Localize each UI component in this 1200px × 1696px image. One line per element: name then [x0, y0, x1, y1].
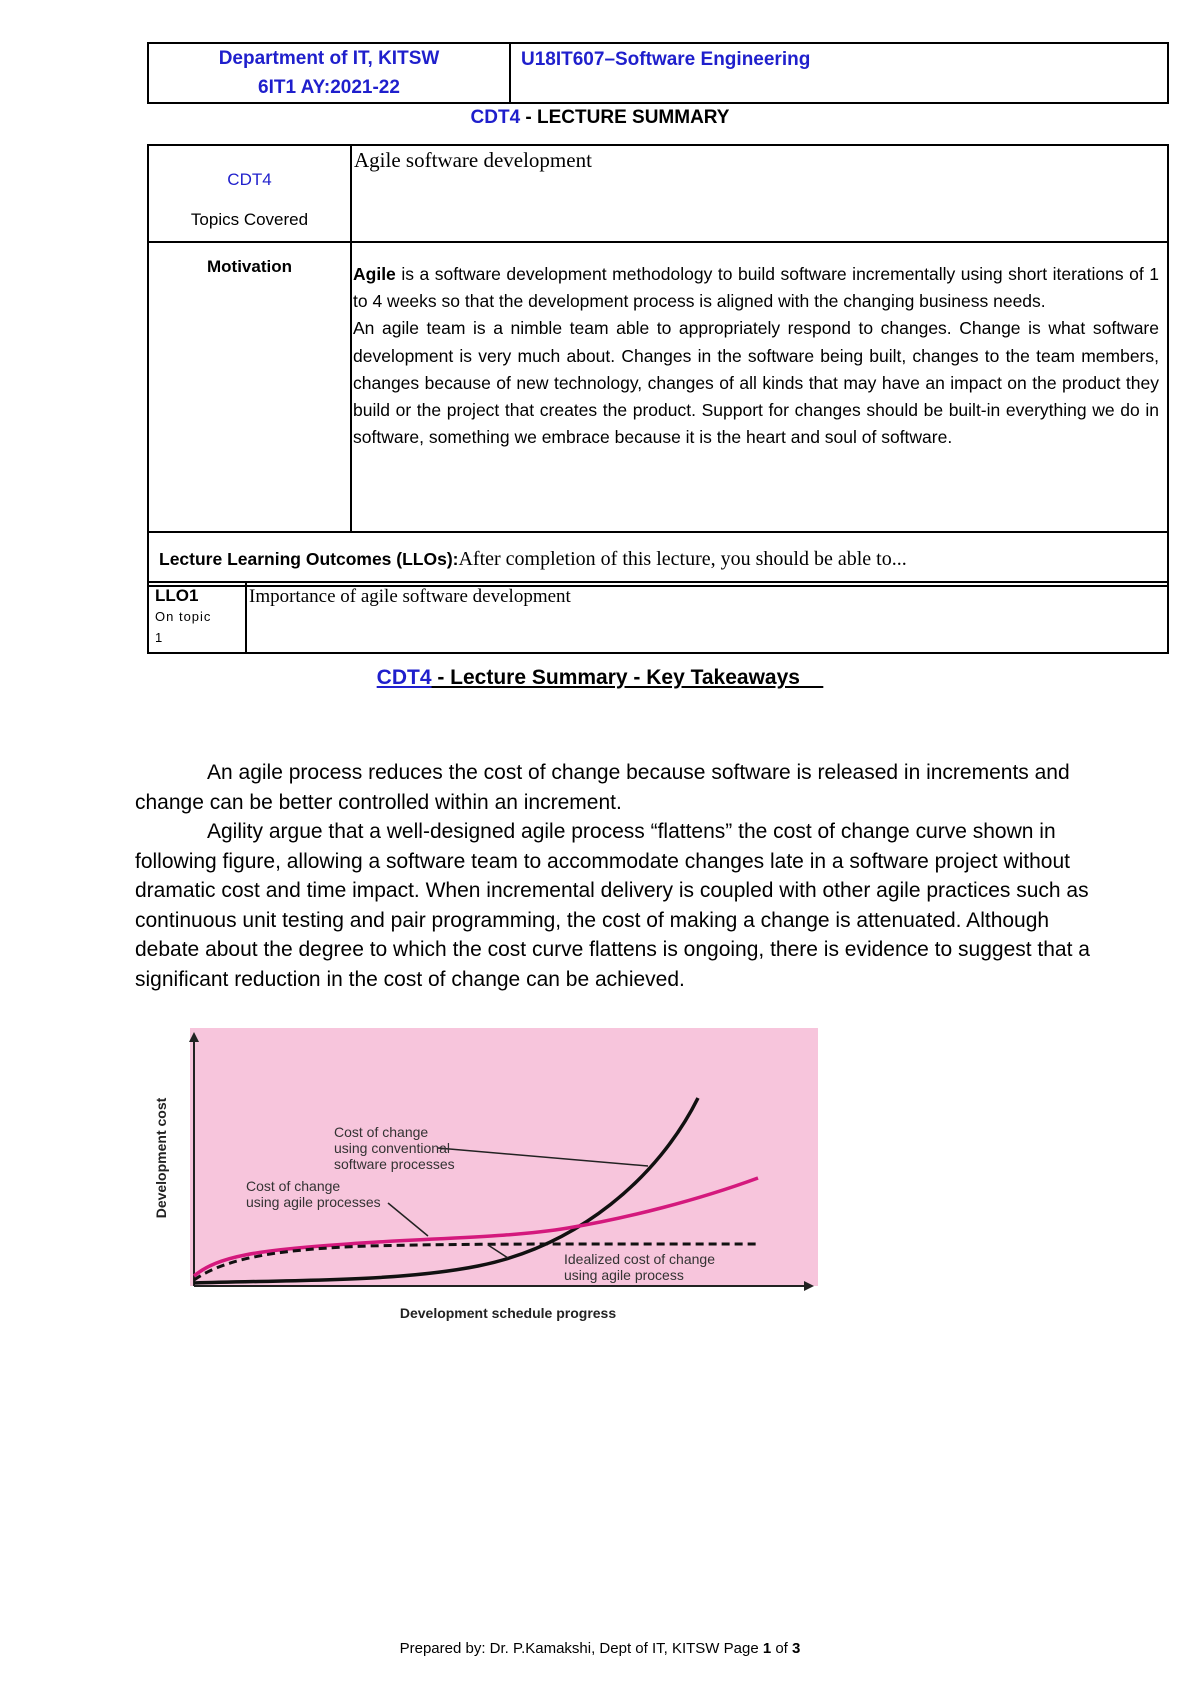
- llo-topic-line2: 1: [155, 630, 163, 645]
- motivation-para-2: An agile team is a nimble team able to appropriately respond to changes. Change is what software development is very much about. Changes in the software being built, changes to the team members, changes because of new technology, changes of all kinds that may have an impact on the product they build or the project that creates the product. Support for changes should be built-in everything we do in software, something we embrace because it is the heart and soul of software.: [353, 318, 1159, 448]
- llo-id: LLO1: [155, 586, 199, 605]
- llo-topic-line1: On topic: [155, 609, 212, 624]
- topics-label: Topics Covered: [190, 210, 309, 229]
- agile-definition: is a software development methodology to build software incrementally using short iterations of 1 to 4 weeks so that the development process is aligned with the changing business needs.: [353, 264, 1159, 312]
- kt-title-trail: [800, 666, 823, 689]
- idealized-label-line-2: using agile process: [564, 1267, 684, 1283]
- motivation-para-1: [353, 261, 1159, 315]
- figure-background: [190, 1028, 818, 1286]
- kt-title-text: - Lecture Summary - Key Takeaways: [431, 666, 800, 689]
- conventional-label-line-3: software processes: [334, 1156, 455, 1172]
- llo-header-cell: [148, 532, 1168, 586]
- header-left-cell: [148, 43, 510, 103]
- conventional-label-line-2: using conventional: [334, 1140, 450, 1156]
- page-title: [0, 107, 1200, 129]
- topics-label-cell: [148, 145, 351, 242]
- takeaway-para-2: Agility argue that a well-designed agile process “flattens” the cost of change curve shown in following figure, allowing a software team to accommodate changes late in a software project without dramatic cost and time impact. When incremental delivery is coupled with other agile practices such as continuous unit testing and pair programming, the cost of making a change is attenuated. Although debate about the degree to which the cost curve flattens is ongoing, there is evidence to suggest that a significant reduction in the cost of change can be achieved.: [135, 820, 1090, 991]
- dept-name: Department of IT, KITSW: [218, 48, 440, 69]
- footer-total: 3: [792, 1640, 801, 1657]
- llo-header-label: Lecture Learning Outcomes (LLOs):: [159, 548, 459, 569]
- class-year: 6IT1 AY:2021-22: [258, 77, 400, 98]
- key-takeaways-body: [135, 758, 1115, 994]
- topics-value: Agile software development: [351, 145, 1168, 242]
- agile-lead-word: Agile: [353, 264, 396, 284]
- cost-of-change-figure: [148, 1028, 818, 1324]
- motivation-text: [351, 242, 1168, 532]
- footer-mid: of: [771, 1640, 793, 1657]
- y-axis-label: Development cost: [153, 1097, 169, 1219]
- llo-id-cell: [148, 582, 246, 653]
- x-axis-label: Development schedule progress: [399, 1305, 617, 1321]
- kt-code: CDT4: [376, 666, 432, 689]
- motivation-label: Motivation: [148, 242, 351, 532]
- summary-title-text: - LECTURE SUMMARY: [520, 107, 730, 128]
- agile-label-line-1: Cost of change: [246, 1178, 341, 1194]
- takeaway-para-1: An agile process reduces the cost of change because software is released in increments and change can be better controlled within an increment.: [135, 761, 1070, 814]
- lecture-info-table: [147, 144, 1169, 587]
- topics-code: CDT4: [227, 170, 272, 189]
- page-footer: [0, 1640, 1200, 1657]
- idealized-label-line-1: Idealized cost of change: [564, 1251, 715, 1267]
- course-title: U18IT607–Software Engineering: [521, 49, 811, 70]
- conventional-label-line-1: Cost of change: [334, 1124, 429, 1140]
- llo-text: Importance of agile software development: [246, 582, 1168, 653]
- llo-header-text: After completion of this lecture, you should be able to...: [458, 547, 907, 570]
- key-takeaways-title: [0, 666, 1200, 690]
- footer-prefix: Prepared by: Dr. P.Kamakshi, Dept of IT, KITSW Page: [399, 1640, 763, 1657]
- footer-page: 1: [762, 1640, 772, 1657]
- header-box: [147, 42, 1169, 104]
- agile-label-line-2: using agile processes: [246, 1194, 381, 1210]
- header-right-cell: [510, 43, 1168, 103]
- llo-table: [147, 581, 1169, 654]
- summary-code: CDT4: [470, 107, 521, 128]
